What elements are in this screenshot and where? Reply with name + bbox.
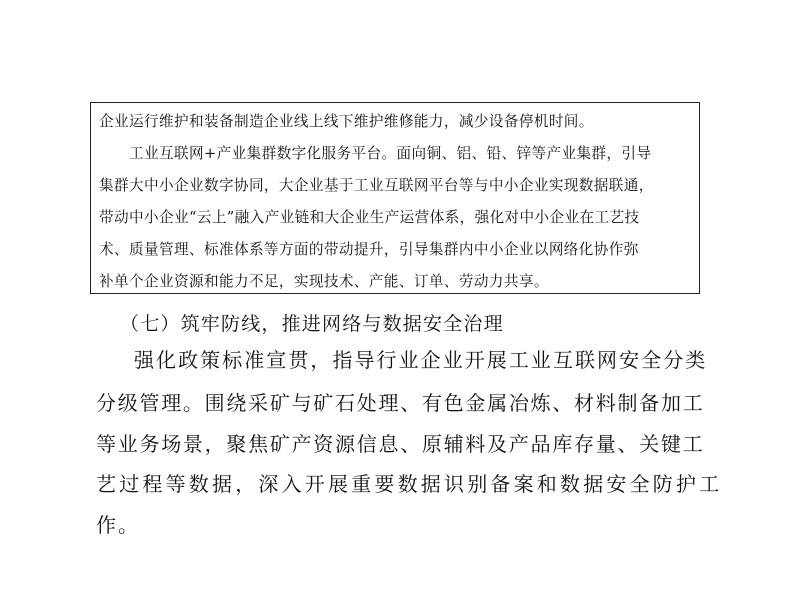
section-heading: （七）筑牢防线，推进网络与数据安全治理: [120, 313, 504, 335]
boxed-text-panel: [90, 102, 700, 294]
box-line-2: 工业互联网+产业集群数字化服务平台。面向铜、铝、铅、锌等产业集群，引导: [129, 145, 652, 162]
paragraph-line-4: 艺过程等数据，深入开展重要数据识别备案和数据安全防护工: [96, 472, 723, 496]
box-line-6: 补单个企业资源和能力不足，实现技术、产能、订单、劳动力共享。: [99, 273, 549, 290]
box-line-3: 集群大中小企业数字协同，大企业基于工业互联网平台等与中小企业实现数据联通，: [99, 177, 654, 194]
box-line-5: 术、质量管理、标准体系等方面的带动提升，引导集群内中小企业以网络化协作弥: [99, 241, 639, 258]
paragraph-line-3: 等业务场景，聚焦矿产资源信息、原辅料及产品库存量、关键工: [96, 432, 705, 456]
paragraph-line-5: 作。: [96, 513, 140, 537]
box-line-4: 带动中小企业“云上”融入产业链和大企业生产运营体系，强化对中小企业在工艺技: [99, 209, 640, 226]
box-line-1: 企业运行维护和装备制造企业线上线下维护维修能力，减少设备停机时间。: [99, 113, 594, 130]
paragraph-line-2: 分级管理。围绕采矿与矿石处理、有色金属冶炼、材料制备加工: [96, 391, 705, 415]
paragraph-line-1: 强化政策标准宣贯，指导行业企业开展工业互联网安全分类: [134, 348, 708, 372]
